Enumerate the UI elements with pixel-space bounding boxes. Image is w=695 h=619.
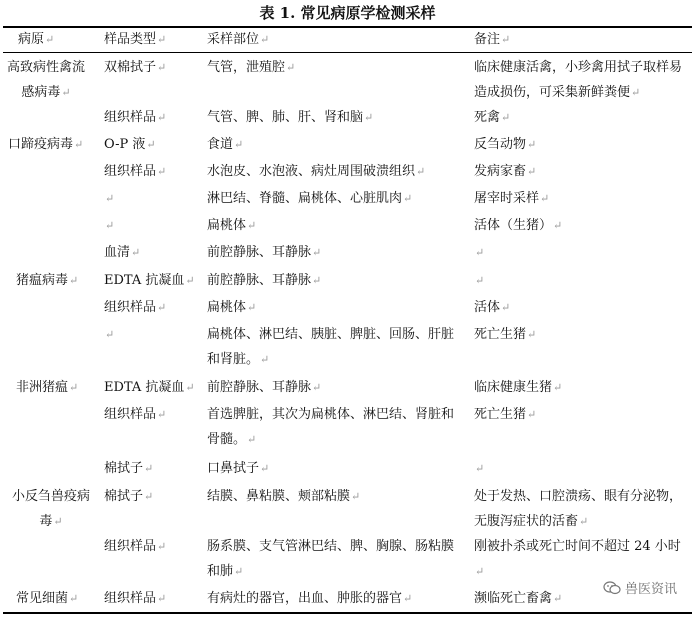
table-cell-site: 前腔静脉、耳静脉↵ bbox=[207, 273, 322, 288]
table-cell-sample: 组织样品↵ bbox=[104, 164, 167, 179]
header-note: 备注↵ bbox=[474, 32, 511, 47]
table-cell-note: 活体↵ bbox=[474, 300, 511, 315]
table-cell-sample: 组织样品↵ bbox=[104, 591, 167, 606]
table-title: 表 1. 常见病原学检测采样 bbox=[259, 4, 436, 22]
watermark-text: 兽医资讯 bbox=[624, 582, 677, 597]
table-cell-sample: ↵ bbox=[105, 328, 115, 341]
table-cell-note: 发病家畜↵ bbox=[474, 164, 537, 179]
table-cell-sample: O-P 液↵ bbox=[104, 137, 156, 152]
table-cell-site: 首选脾脏，其次为扁桃体、淋巴结、肾脏和骨髓。↵ bbox=[207, 407, 455, 447]
table-cell-sample: 棉拭子↵ bbox=[104, 461, 154, 476]
table-cell-sample: EDTA 抗凝血↵ bbox=[104, 380, 195, 395]
table-cell-sample: EDTA 抗凝血↵ bbox=[104, 273, 195, 288]
table-cell-note: 临床健康生猪↵ bbox=[474, 380, 563, 395]
table-cell-sample: 血清↵ bbox=[104, 245, 141, 260]
table-cell-note: ↵ bbox=[475, 462, 485, 475]
table-cell-note: ↵ bbox=[475, 246, 485, 259]
table-cell-site: 扁桃体↵ bbox=[207, 218, 257, 233]
header-rule bbox=[3, 52, 692, 53]
table-cell-sample: 组织样品↵ bbox=[104, 539, 167, 554]
table-cell-sample: ↵ bbox=[105, 219, 115, 232]
table-cell-site: 扁桃体↵ bbox=[207, 300, 257, 315]
table-cell-sample: 棉拭子↵ bbox=[104, 489, 154, 504]
table-cell-site: 前腔静脉、耳静脉↵ bbox=[207, 245, 322, 260]
table-cell-sample: ↵ bbox=[105, 192, 115, 205]
table-cell-note: 死亡生猪↵ bbox=[474, 407, 537, 422]
table-cell-note: 活体（生猪）↵ bbox=[474, 218, 563, 233]
watermark bbox=[603, 578, 677, 597]
header-pathogen: 病原↵ bbox=[18, 32, 55, 47]
table-cell-note: 死亡生猪↵ bbox=[474, 327, 537, 342]
table-cell-site: 淋巴结、脊髓、扁桃体、心脏肌肉↵ bbox=[207, 191, 413, 206]
table-cell-site: 口鼻拭子↵ bbox=[207, 461, 270, 476]
table-cell-note: 临床健康活禽，小珍禽用拭子取样易造成损伤，可采集新鲜粪便↵ bbox=[474, 60, 683, 100]
bottom-rule bbox=[3, 612, 692, 614]
table-cell-sample: 双棉拭子↵ bbox=[104, 60, 167, 75]
table-cell-site: 食道↵ bbox=[207, 137, 244, 152]
table-cell-site: 肠系膜、支气管淋巴结、脾、胸腺、肠粘膜和肺↵ bbox=[207, 539, 455, 579]
table-cell-pathogen: 猪瘟病毒↵ bbox=[16, 273, 79, 288]
table-cell-pathogen: 小反刍兽疫病毒↵ bbox=[11, 489, 90, 529]
table-cell-site: 扁桃体、淋巴结、胰脏、脾脏、回肠、肝脏和肾脏。↵ bbox=[207, 327, 455, 367]
table-cell-site: 水泡皮、水泡液、病灶周围破溃组织↵ bbox=[207, 164, 426, 179]
table-cell-site: 气管、脾、肺、肝、肾和脑↵ bbox=[207, 110, 374, 125]
table-cell-site: 有病灶的器官，出血、肿胀的器官↵ bbox=[207, 591, 413, 606]
table-cell-note: ↵ bbox=[475, 274, 485, 287]
table-cell-sample: 组织样品↵ bbox=[104, 407, 167, 422]
table-cell-sample: 组织样品↵ bbox=[104, 110, 167, 125]
table-cell-pathogen: 非洲猪瘟↵ bbox=[16, 380, 79, 395]
table-cell-site: 前腔静脉、耳静脉↵ bbox=[207, 380, 322, 395]
table-cell-sample: 组织样品↵ bbox=[104, 300, 167, 315]
table-cell-site: 结膜、鼻粘膜、颊部粘膜↵ bbox=[207, 489, 361, 504]
table-cell-pathogen: 常见细菌↵ bbox=[16, 591, 79, 606]
table-cell-note: 反刍动物↵ bbox=[474, 137, 537, 152]
table-cell-note: 屠宰时采样↵ bbox=[474, 191, 550, 206]
table-cell-pathogen: 口蹄疫病毒↵ bbox=[8, 137, 84, 152]
table-cell-note: 刚被扑杀或死亡时间不超过 24 小时↵ bbox=[474, 539, 681, 578]
header-sampling-site: 采样部位↵ bbox=[207, 32, 270, 47]
table-cell-note: 处于发热、口腔溃疡、眼有分泌物，无腹泻症状的活畜↵ bbox=[474, 489, 683, 529]
table-cell-site: 气管，泄殖腔↵ bbox=[207, 60, 296, 75]
wechat-icon bbox=[603, 581, 621, 595]
table-cell-note: 濒临死亡畜禽↵ bbox=[474, 591, 563, 606]
table-cell-note: 死禽↵ bbox=[474, 110, 511, 125]
table-cell-pathogen: 高致病性禽流感病毒↵ bbox=[6, 60, 85, 100]
header-sample-type: 样品类型↵ bbox=[104, 32, 167, 47]
